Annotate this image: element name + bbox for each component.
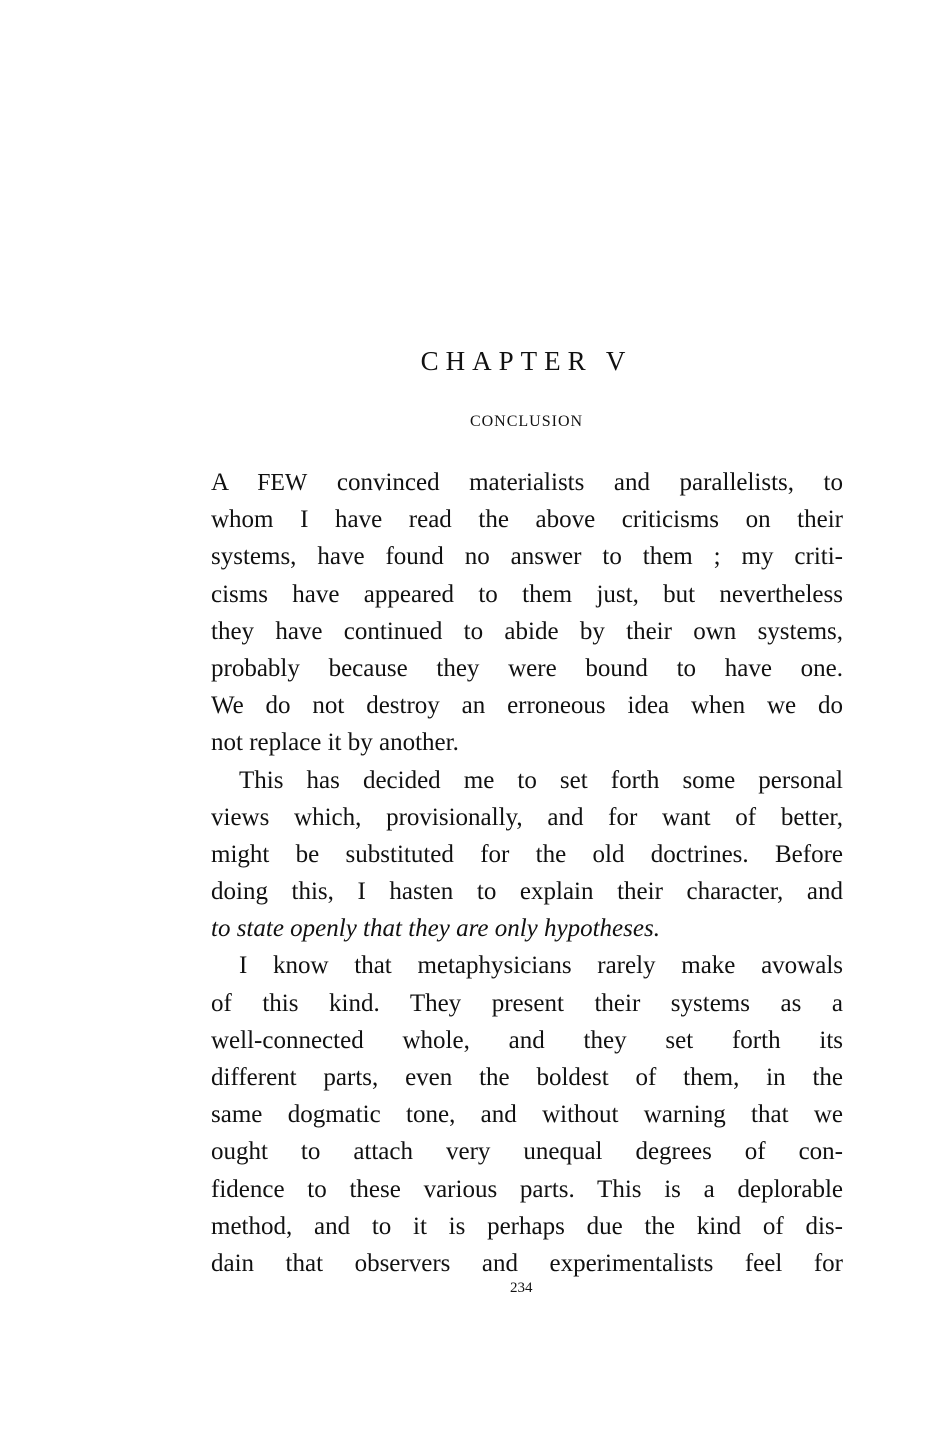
text-line: doing this, I hasten to explain their character, and (211, 878, 843, 906)
small-caps-opening: FEW (257, 470, 308, 496)
page-number: 234 (510, 1280, 533, 1296)
text-line: they have continued to abide by their own systems, (211, 617, 843, 645)
chapter-subtitle: CONCLUSION (469, 413, 584, 430)
text-line: ought to attach very unequal degrees of con- (211, 1138, 843, 1166)
text-line: probably because they were bound to have one. (211, 654, 843, 682)
text-line: whom I have read the above criticisms on their (211, 506, 843, 534)
text-line: same dogmatic tone, and without warning that we (211, 1101, 843, 1129)
text-line: well-connected whole, and they set forth its (211, 1026, 843, 1054)
body-text (211, 464, 843, 1282)
text-line: dain that observers and experimentalists feel for (211, 1249, 843, 1277)
text-line: of this kind. They present their systems as a (211, 989, 843, 1017)
text-line: A FEW convinced materialists and parallelists, to (211, 469, 843, 496)
opening-letter: A (211, 469, 228, 496)
text-line: I know that metaphysicians rarely make avowals (239, 952, 843, 980)
text-line: views which, provisionally, and for want of better, (211, 803, 843, 831)
text-line: We do not destroy an erroneous idea when we do (211, 692, 843, 720)
text-line: This has decided me to set forth some personal (239, 766, 843, 794)
italic-text-line: to state openly that they are only hypotheses. (211, 915, 660, 943)
text-line: method, and to it is perhaps due the kind of dis- (211, 1212, 843, 1240)
text-line: cisms have appeared to them just, but nevertheless (211, 580, 843, 608)
text-line: systems, have found no answer to them ; my criti- (211, 543, 843, 571)
text-line: might be substituted for the old doctrines. Before (211, 840, 843, 868)
chapter-title: CHAPTER V (420, 346, 633, 376)
text-line: fidence to these various parts. This is a deplorable (211, 1175, 843, 1203)
text-line: not replace it by another. (211, 729, 459, 757)
text-line: different parts, even the boldest of them, in the (211, 1064, 843, 1091)
